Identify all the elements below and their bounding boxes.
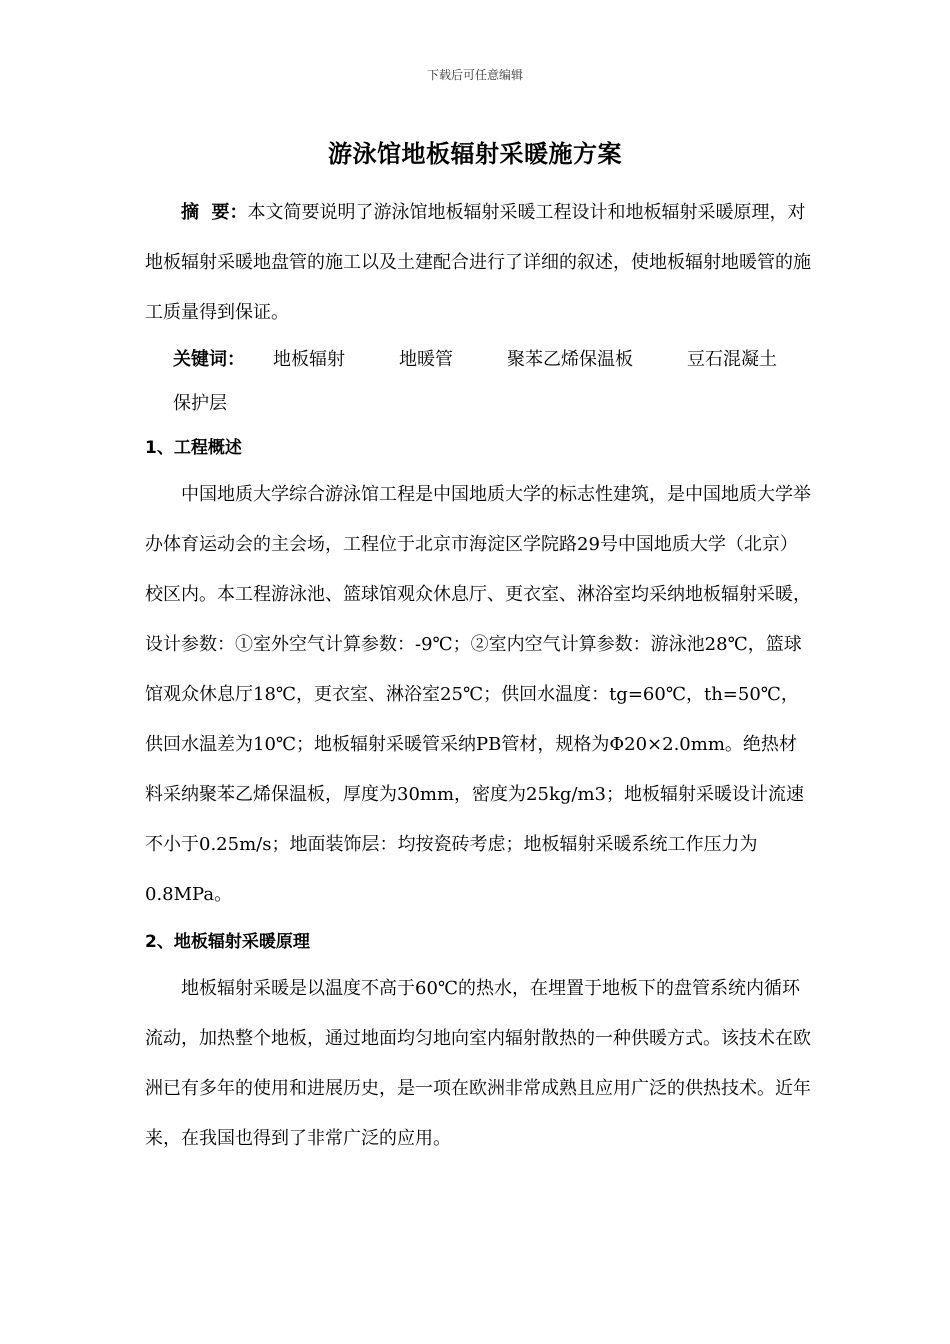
keyword-item: 豆石混凝土 <box>687 349 777 370</box>
keyword-item: 地暖管 <box>399 349 453 370</box>
section-paragraph: 地板辐射采暖是以温度不高于60℃的热水，在埋置于地板下的盘管系统内循环流动，加热整个地板，通过地面均匀地向室内辐射散热的一种供暖方式。该技术在欧洲已有多年的使用和进展历史，是一项在欧洲非常成熟且应用广泛的供热技术。近年来，在我国也得到了非常广泛的应用。 <box>145 978 811 1149</box>
document-body <box>145 188 813 1164</box>
abstract-paragraph <box>145 188 813 338</box>
keyword-item: 聚苯乙烯保温板 <box>507 349 633 370</box>
keywords-label: 关键词： <box>173 349 245 370</box>
header-note: 下载后可任意编辑 <box>426 68 523 82</box>
document-title: 游泳馆地板辐射采暖施方案 <box>328 140 622 168</box>
keyword-item: 保护层 <box>173 393 227 414</box>
section-heading: 2、地板辐射采暖原理 <box>145 932 310 952</box>
section-paragraph: 中国地质大学综合游泳馆工程是中国地质大学的标志性建筑，是中国地质大学举办体育运动会的主会场，工程位于北京市海淀区学院路29号中国地质大学（北京）校区内。本工程游泳池、篮球馆观众休息厅、更衣室、淋浴室均采纳地板辐射采暖，设计参数：①室外空气计算参数：-9℃；②室内空气计算参数：游泳池28℃，篮球馆观众休息厅18℃，更衣室、淋浴室25℃；供回水温度：tg=60℃，th=50℃，供回水温差为10℃；地板辐射采暖管采纳PB管材，规格为Φ20×2.0mm。绝热材料采纳聚苯乙烯保温板，厚度为30mm，密度为25kg/m3；地板辐射采暖设计流速不小于0.25m/s；地面装饰层：均按瓷砖考虑；地板辐射采暖系统工作压力为0.8MPa。 <box>145 484 811 905</box>
keywords-line <box>145 338 813 426</box>
abstract-text: 本文简要说明了游泳馆地板辐射采暖工程设计和地板辐射采暖原理，对地板辐射采暖地盘管的施工以及土建配合进行了详细的叙述，使地板辐射地暖管的施工质量得到保证。 <box>145 202 811 323</box>
abstract-label: 摘 要： <box>181 202 248 223</box>
keyword-item: 地板辐射 <box>273 349 345 370</box>
section-heading: 1、工程概述 <box>145 438 242 458</box>
